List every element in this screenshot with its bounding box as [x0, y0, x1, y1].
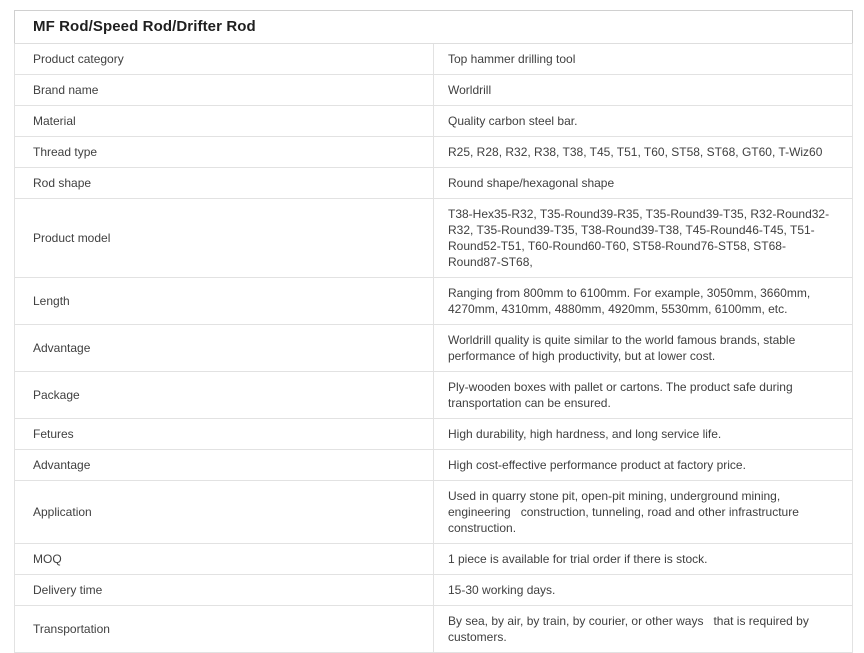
row-label: Application [15, 481, 434, 544]
row-value: High cost-effective performance product at factory price. [434, 450, 853, 481]
row-label: Rod shape [15, 168, 434, 199]
row-value: Round shape/hexagonal shape [434, 168, 853, 199]
row-value: Ranging from 800mm to 6100mm. For example, 3050mm, 3660mm, 4270mm, 4310mm, 4880mm, 4920mm, 5530mm, 6100mm, etc. [434, 278, 853, 325]
row-value: R25, R28, R32, R38, T38, T45, T51, T60, ST58, ST68, GT60, T-Wiz60 [434, 137, 853, 168]
row-label: Fetures [15, 419, 434, 450]
table-row [15, 372, 853, 419]
table-row [15, 278, 853, 325]
table-header-row [15, 11, 853, 44]
row-label: Delivery time [15, 575, 434, 606]
row-value: Worldrill quality is quite similar to the world famous brands, stable performance of high productivity, but at lower cost. [434, 325, 853, 372]
row-label: Package [15, 372, 434, 419]
table-row [15, 137, 853, 168]
table-row [15, 168, 853, 199]
table-row [15, 544, 853, 575]
row-value: 1 piece is available for trial order if there is stock. [434, 544, 853, 575]
table-row [15, 419, 853, 450]
row-value: Quality carbon steel bar. [434, 106, 853, 137]
table-row [15, 44, 853, 75]
page-title: MF Rod/Speed Rod/Drifter Rod [15, 11, 853, 44]
row-value: Used in quarry stone pit, open-pit mining, underground mining, engineering construction, tunneling, road and other infrastructure construction. [434, 481, 853, 544]
row-value: 15-30 working days. [434, 575, 853, 606]
table-row [15, 481, 853, 544]
row-label: Thread type [15, 137, 434, 168]
row-label: MOQ [15, 544, 434, 575]
table-row [15, 450, 853, 481]
row-label: Advantage [15, 450, 434, 481]
row-value: Ply-wooden boxes with pallet or cartons. The product safe during transportation can be ensured. [434, 372, 853, 419]
table-row [15, 575, 853, 606]
row-label: Product category [15, 44, 434, 75]
table-row [15, 75, 853, 106]
row-value: T38-Hex35-R32, T35-Round39-R35, T35-Round39-T35, R32-Round32-R32, T35-Round39-T35, T38-Round39-T38, T45-Round46-T45, T51-Round52-T51, T60-Round60-T60, ST58-Round76-ST58, ST68-Round87-ST68, [434, 199, 853, 278]
row-label: Brand name [15, 75, 434, 106]
table-row [15, 199, 853, 278]
row-value: By sea, by air, by train, by courier, or other ways that is required by customers. [434, 606, 853, 653]
product-spec-table [14, 10, 853, 653]
row-label: Advantage [15, 325, 434, 372]
row-label: Product model [15, 199, 434, 278]
row-value: High durability, high hardness, and long service life. [434, 419, 853, 450]
table-row [15, 325, 853, 372]
row-label: Material [15, 106, 434, 137]
row-value: Worldrill [434, 75, 853, 106]
row-label: Length [15, 278, 434, 325]
row-label: Transportation [15, 606, 434, 653]
table-row [15, 106, 853, 137]
table-row [15, 606, 853, 653]
row-value: Top hammer drilling tool [434, 44, 853, 75]
